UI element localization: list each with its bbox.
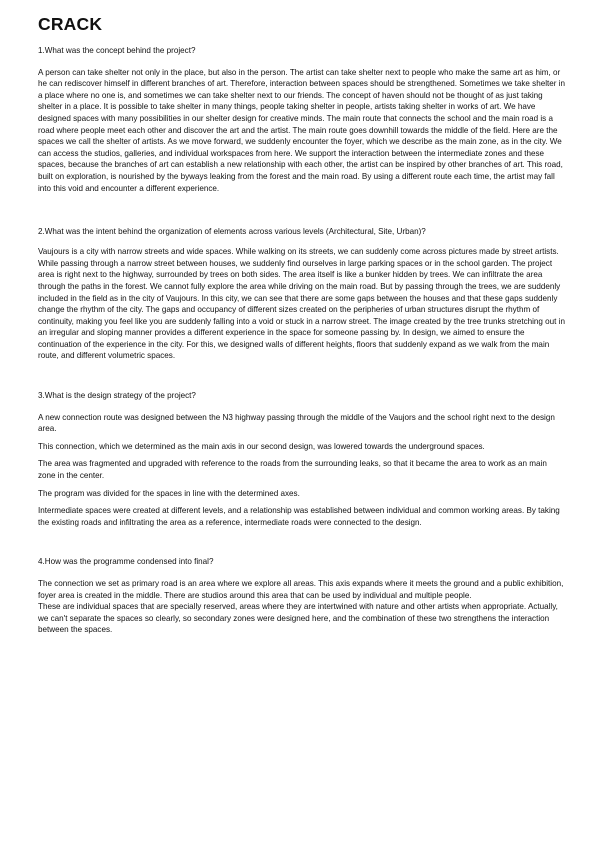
question-2: 2.What was the intent behind the organization of elements across various levels (Architectural, Site, Urban)? xyxy=(38,227,426,237)
document-page xyxy=(38,14,566,642)
section-3 xyxy=(38,390,566,528)
section-2 xyxy=(38,222,566,362)
document-title: CRACK xyxy=(38,14,103,34)
answer-3-paragraph-4: The program was divided for the spaces in line with the determined axes. xyxy=(38,488,300,498)
answer-3-paragraph-2: This connection, which we determined as the main axis in our second design, was lowered towards the underground spaces. xyxy=(38,441,485,451)
answer-3-paragraph-5: Intermediate spaces were created at different levels, and a relationship was established between individual and common working areas. By taking the existing roads and infiltrating the area as a reference, intermediate roads were connected to the design. xyxy=(38,506,560,527)
question-1: 1.What was the concept behind the project? xyxy=(38,46,196,55)
question-3: 3.What is the design strategy of the project? xyxy=(38,391,196,401)
answer-4-paragraph-1: The connection we set as primary road is an area where we explore all areas. This axis expands where it meets the ground and a public exhibition, foyer area is created in the middle. There are studios around this area that can be used by individual and multiple people. xyxy=(38,579,564,600)
answer-3-paragraph-3: The area was fragmented and upgraded with reference to the roads from the surrounding leaks, so that it became the area to work as an main zone in the center. xyxy=(38,459,547,481)
section-4 xyxy=(38,556,566,636)
answer-3-paragraph-1: A new connection route was designed between the N3 highway passing through the middle of the Vaujors and the school right next to the design area. xyxy=(38,412,555,434)
answer-1-paragraph-1: A person can take shelter not only in the place, but also in the person. The artist can take shelter next to people who make the same art as him, or he can rediscover himself in different branches of art. Therefore, interaction between spaces should be strengthened. Sometimes we take shelter in a place where no one is, and sometimes we can take shelter next to our friends. The concept of haven should not be thought of as just taking shelter in a place. It is possible to take shelter in many things, people taking shelter in people, artists taking shelter in works of art. We have designed spaces with many possibilities in our shelter design for creative minds. The main route that connects the school and the main road is a road where people meet each other and discover the art and the artist. The main route goes downhill towards the middle of the field. Here are the spaces we call the shelter of artists. As we move forward, we suddenly encounter the foyer, which we describe as the main zone, as in the city. We can access the studios, galleries, and individual workspaces from here. We support the interaction between the intermediate zones and these spaces, because the branches of art can establish a new relationship with each other, the artist can be inspired by other branches of art. This road, built on exploration, is nourished by the byways leaking from the forest and the main road. By using a different route each time, the artist may fall into this void and encounter a different experience. xyxy=(38,67,565,193)
section-1 xyxy=(38,45,566,194)
answer-2-paragraph-1: Vaujours is a city with narrow streets and wide spaces. While walking on its streets, we can suddenly come across pictures made by street artists. While passing through a narrow street between houses, we suddenly find ourselves in large parking spaces or in the school garden. The project area is right next to the highway, surrounded by trees on both sides. The area itself is like a bunker hidden by trees. We can infiltrate the area through the paths in the forest. We cannot fully explore the area while driving on the main road. But by passing through the trees, we are suddenly included in the field as in the city of Vaujours. In this city, we can see that there are some gaps between the houses and that these gaps suddenly change the rhythm of the city. The gaps and occupancy of different sizes created on the peripheries of urban structures disrupt the rhythm of continuity, making you feel like you are suddenly falling into a void or stuck in a narrow street. The image created by the tree trunks stretching out in an irregular and sloping manner provides a different experience in the space for someone passing by. In design, we aimed to ensure the continuation of the experience in the city. For this, we designed walls of different heights, floors that suddenly expand as we walk from the main route, and different volumetric spaces. xyxy=(38,247,565,361)
answer-4-paragraph-2: These are individual spaces that are specially reserved, areas where they are intertwined with nature and other artists when appropriate. Actually, we can't separate the spaces so clearly, so secondary zones were designed here, and the combination of these two strengthens the interaction between the spaces. xyxy=(38,602,558,635)
question-4: 4.How was the programme condensed into final? xyxy=(38,557,214,567)
